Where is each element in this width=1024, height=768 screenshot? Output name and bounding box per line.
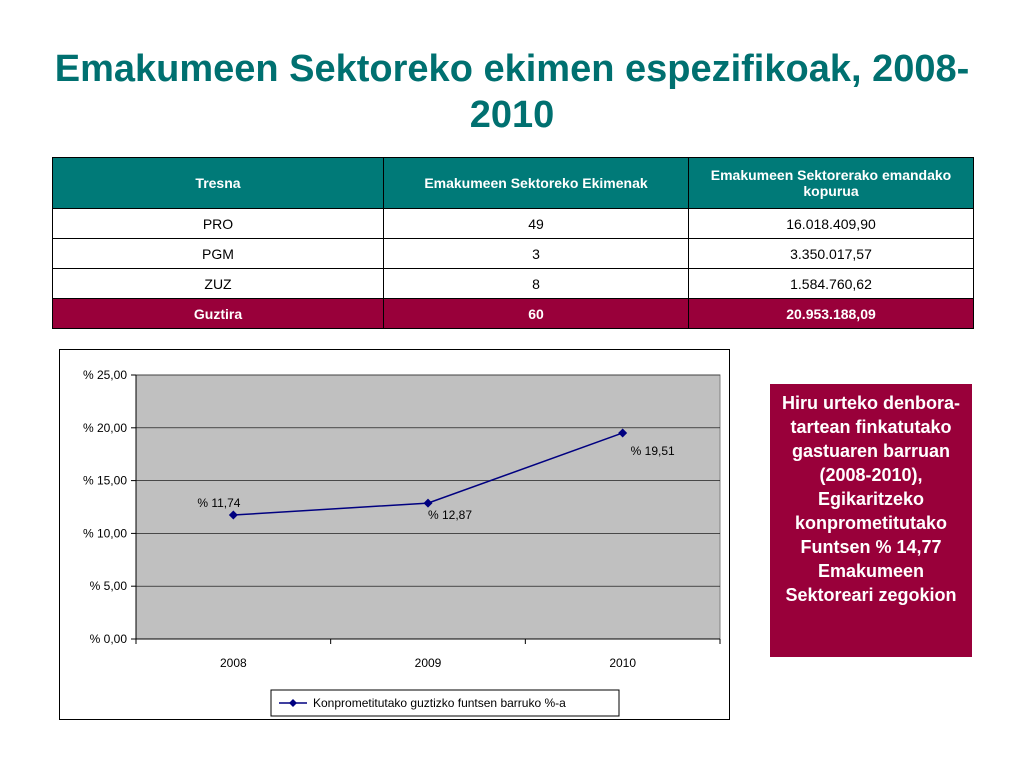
y-tick-label: % 20,00 <box>82 420 127 435</box>
table-row <box>53 209 974 239</box>
page-title: Emakumeen Sektoreko ekimen espezifikoak, 2008-2010 <box>54 48 970 136</box>
cell-ekimenak: 3 <box>384 239 689 269</box>
cell-kopurua: 16.018.409,90 <box>689 209 974 239</box>
x-tick-label: 2010 <box>609 656 637 670</box>
y-tick-label: % 5,00 <box>89 579 127 594</box>
data-label: % 11,74 <box>197 496 241 511</box>
cell-tresna: PRO <box>53 209 384 239</box>
chart-canvas <box>60 350 729 719</box>
table-row <box>53 269 974 299</box>
summary-table <box>52 157 974 329</box>
cell-ekimenak: 8 <box>384 269 689 299</box>
cell-tresna: PGM <box>53 239 384 269</box>
table-row <box>53 239 974 269</box>
total-label: Guztira <box>53 299 384 329</box>
col-header-kopurua: Emakumeen Sektorerako emandako kopurua <box>689 158 974 209</box>
y-tick-label: % 10,00 <box>82 526 127 541</box>
table-total-row <box>53 299 974 329</box>
line-chart <box>59 349 730 720</box>
legend-label: Konprometitutako guztizko funtsen barruko %-a <box>313 696 566 710</box>
data-label: % 19,51 <box>630 443 675 458</box>
data-label: % 12,87 <box>428 508 473 523</box>
x-tick-label: 2009 <box>414 656 442 670</box>
total-ekimenak: 60 <box>384 299 689 329</box>
table-header-row <box>53 158 974 209</box>
cell-ekimenak: 49 <box>384 209 689 239</box>
x-tick-label: 2008 <box>219 656 247 670</box>
cell-kopurua: 3.350.017,57 <box>689 239 974 269</box>
y-tick-label: % 15,00 <box>82 473 127 488</box>
total-kopurua: 20.953.188,09 <box>689 299 974 329</box>
y-tick-label: % 0,00 <box>89 632 127 646</box>
cell-tresna: ZUZ <box>53 269 384 299</box>
col-header-tresna: Tresna <box>53 158 384 209</box>
cell-kopurua: 1.584.760,62 <box>689 269 974 299</box>
y-tick-label: % 25,00 <box>82 368 127 382</box>
summary-note: Hiru urteko denbora-tartean finkatutako gastuaren barruan (2008-2010), Egikaritzeko konprometitutako Funtsen % 14,77 Emakumeen Sektoreari zegokion <box>770 384 972 657</box>
col-header-ekimenak: Emakumeen Sektoreko Ekimenak <box>384 158 689 209</box>
